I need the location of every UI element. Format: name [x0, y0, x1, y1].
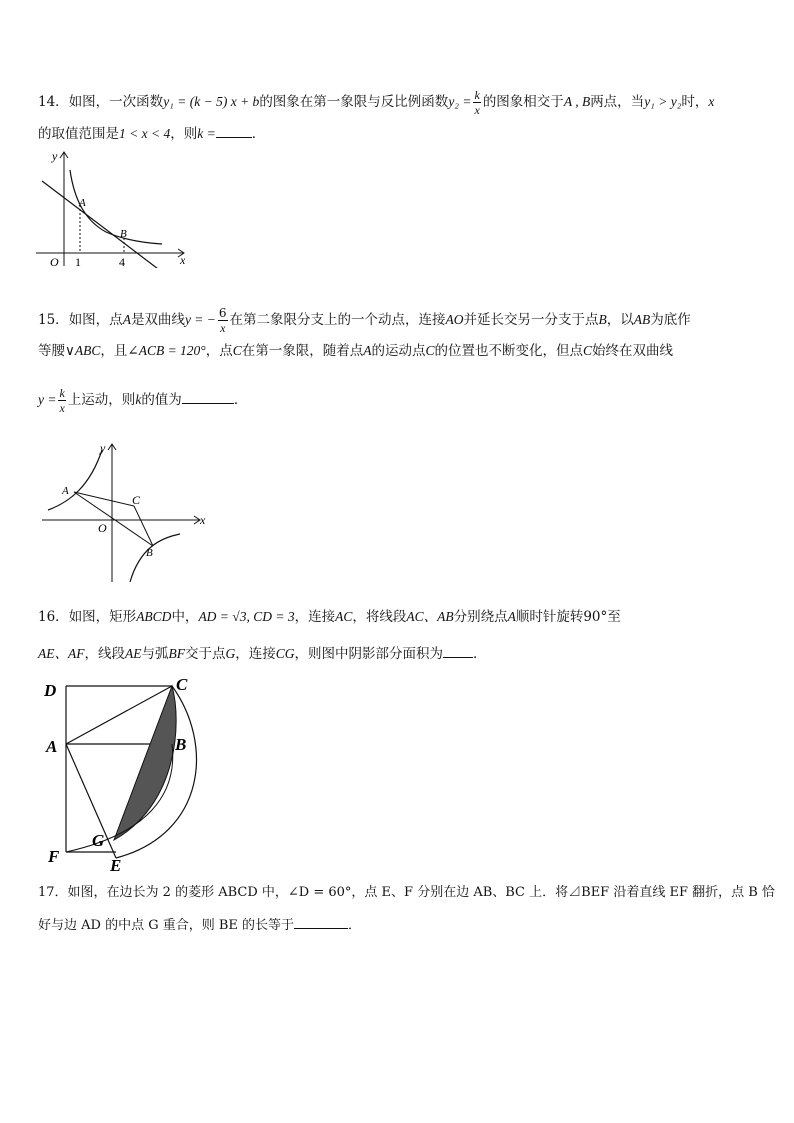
q17-number: 17．	[38, 885, 68, 900]
q15-number: 15．	[38, 312, 69, 328]
q16-label-b: B	[175, 735, 187, 754]
q16-graph	[38, 674, 228, 874]
q16-label-a: A	[46, 737, 58, 756]
q14-label-b: B	[120, 228, 127, 240]
q15-label-y: y	[100, 441, 106, 455]
q17-answer-blank[interactable]	[294, 916, 348, 929]
q14-label-y: y	[52, 149, 58, 163]
q17-line2: 好与边 AD 的中点 G 重合，则 BE 的长等于 ．	[38, 918, 362, 933]
q14-line2: 的取值范围是1 < x < 4，则k = ．	[38, 126, 266, 142]
q15-fraction-k: $\frac{k}{x}$	[59, 386, 65, 415]
q14-y1: y₁ = (k − 5) x + b	[163, 94, 260, 109]
q14-label-o: O	[50, 255, 59, 268]
q14-line1: 14．如图，一次函数y₁ = (k − 5) x + b的图象在第一象限与反比例函数y₂ = $\frac{k}{x}$ 的图象相交于A , B两点，当y₁ > y₂时，x	[38, 88, 715, 117]
q16-label-f: F	[48, 847, 60, 866]
q16-label-e: E	[110, 856, 122, 874]
q17-line1: 17．如图，在边长为 2 的菱形 ABCD 中，∠D = 60°，点 E、F 分别在边 AB、BC 上．将⊿BEF 沿着直线 EF 翻折，点 B 恰	[38, 885, 775, 900]
q15-line1: 15．如图，点A是双曲线y = − $\frac{6}{x}$ 在第二象限分支上的一个动点，连接AO并延长交另一分支于点B，以AB为底作	[38, 306, 691, 335]
q14-fraction: $\frac{k}{x}$	[474, 88, 480, 117]
q14-graph	[36, 148, 196, 268]
q16-label-d: D	[44, 681, 57, 700]
q14-tick-1: 1	[75, 255, 81, 268]
q15-fraction: $\frac{6}{x}$	[218, 306, 227, 335]
q15-line3: y = $\frac{k}{x}$ 上运动，则k的值为 ．	[38, 386, 248, 415]
q14-range: 1 < x < 4	[119, 126, 171, 141]
q15-answer-blank[interactable]	[182, 391, 234, 404]
q15-line2: 等腰∨ABC，且∠ACB = 120°，点C在第一象限，随着点A的运动点C的位置也不断变化，但点C始终在双曲线	[38, 343, 674, 359]
q15-label-c: C	[132, 493, 141, 507]
q15-label-o: O	[98, 521, 107, 535]
q14-tick-4: 4	[119, 255, 125, 268]
q15-label-x: x	[200, 513, 206, 527]
q14-number: 14．	[38, 94, 69, 110]
q16-line1: 16．如图，矩形ABCD中，AD = √3, CD = 3，连接AC，将线段AC、AB分别绕点A顺时针旋转90°至	[38, 609, 621, 625]
q14-answer-blank[interactable]	[216, 125, 252, 138]
q16-answer-blank[interactable]	[443, 645, 473, 658]
q16-line2: AE、AF，线段AE与弧BF交于点G，连接CG，则图中阴影部分面积为 ．	[38, 646, 487, 662]
q16-label-c: C	[176, 675, 188, 694]
q14-label-a: A	[79, 197, 86, 209]
q15-label-a: A	[62, 485, 69, 497]
q15-label-b: B	[146, 547, 153, 559]
q15-graph	[40, 436, 220, 584]
q14-label-x: x	[180, 253, 186, 267]
q16-number: 16．	[38, 609, 69, 625]
q16-label-g: G	[92, 831, 105, 850]
